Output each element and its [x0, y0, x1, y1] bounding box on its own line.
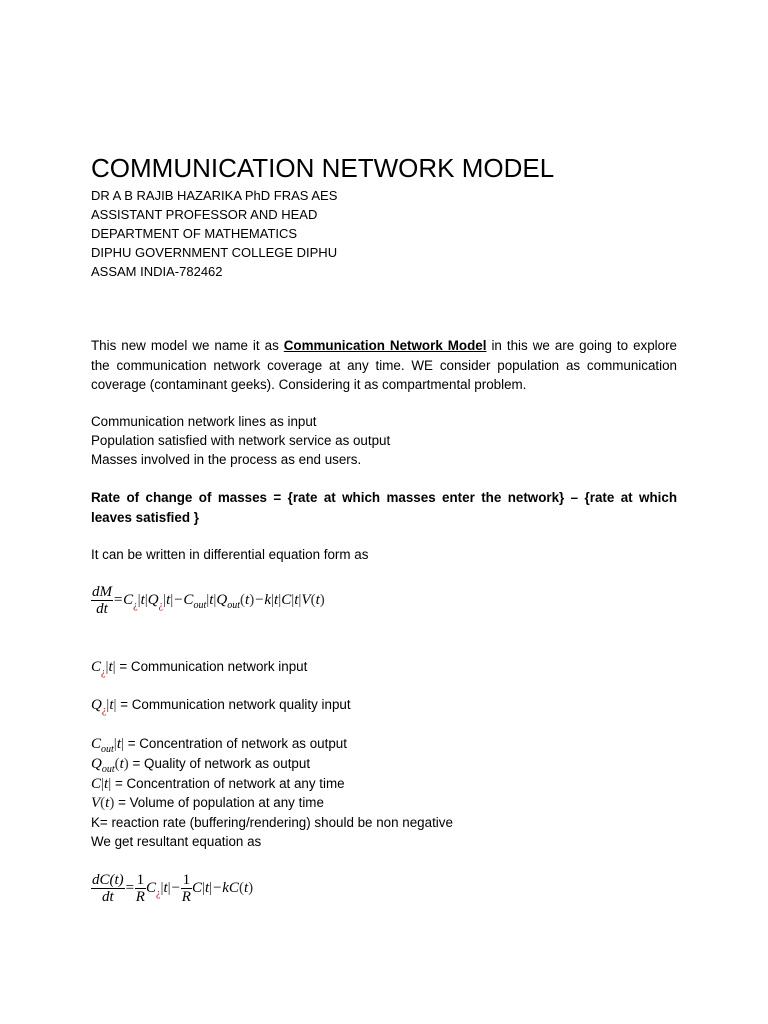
equation-resultant: $\frac{dC(t)}{dt}$ = $\frac{1}{R}$ $C_¿|t|-$ $\frac{1}{R}$ C|t|−kC(t)	[92, 872, 254, 905]
io-line-end-users: Masses involved in the process as end users.	[91, 452, 362, 467]
intro-text-before: This new model we name it as	[91, 338, 284, 353]
differential-intro: It can be written in differential equation form as	[91, 547, 369, 562]
equation-mass-balance: $\frac{dM}{dt}$ $=C_¿|t|Q_¿|t|-C_{out}|t|Q_{out}(t)-k|t|C|t|V(t)$	[92, 584, 325, 617]
one-over-r-fraction-2: $\frac{1}{R}$	[181, 872, 191, 905]
model-name-highlight: Communication Network Model	[283, 338, 487, 353]
definition-c-out: $C_{out}|t|$ = Concentration of network as output	[91, 736, 347, 755]
author-college: DIPHU GOVERNMENT COLLEGE DIPHU	[91, 245, 338, 260]
author-address: ASSAM INDIA-782462	[91, 264, 223, 279]
definition-q-in: $Q_¿|t|$ = Communication network quality input	[91, 697, 351, 716]
dc-dt-fraction: $\frac{dC(t)}{dt}$	[92, 872, 124, 905]
author-position: ASSISTANT PROFESSOR AND HEAD	[91, 207, 318, 222]
author-block	[91, 186, 337, 281]
definition-q-out: $Q_{out}(t)$ = Quality of network as output	[91, 756, 311, 775]
definition-c: C|t| = Concentration of network at any time	[91, 776, 345, 792]
one-over-r-fraction-1: $\frac{1}{R}$	[135, 872, 145, 905]
definition-c-in: $C_¿|t|$ = Communication network input	[91, 659, 308, 678]
definition-k: K= reaction rate (buffering/rendering) should be non negative	[91, 815, 453, 830]
definition-v: V(t) = Volume of population at any time	[91, 795, 324, 811]
author-department: DEPARTMENT OF MATHEMATICS	[91, 226, 298, 241]
resultant-intro: We get resultant equation as	[91, 834, 262, 849]
io-line-input: Communication network lines as input	[91, 414, 317, 429]
intro-text-after: in this we are going to explore the communication network coverage at any time. WE consider population as communication coverage (contaminant geeks). Considering it as compartmental problem.	[91, 338, 678, 392]
intro-paragraph	[91, 336, 677, 395]
dm-dt-fraction: $\frac{dM}{dt}$	[92, 584, 112, 617]
document-title: COMMUNICATION NETWORK MODEL	[91, 153, 555, 183]
io-line-output: Population satisfied with network service as output	[91, 433, 391, 448]
rate-statement: Rate of change of masses = {rate at which masses enter the network} – {rate at which leaves satisfied }	[91, 490, 677, 525]
author-name: DR A B RAJIB HAZARIKA PhD FRAS AES	[91, 188, 338, 203]
